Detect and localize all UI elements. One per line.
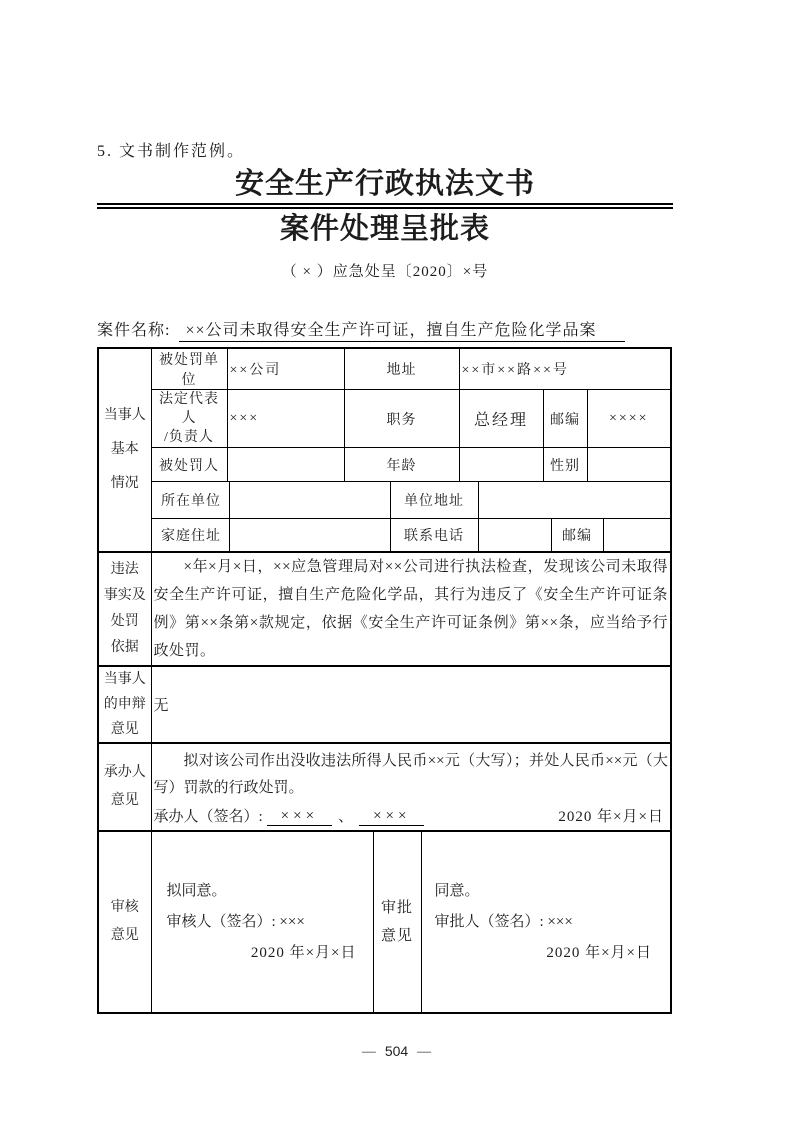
footer-left-dash: —	[361, 1043, 376, 1059]
legal-rep-value: ×××	[227, 390, 344, 448]
punished-unit-value: ××公司	[227, 348, 344, 390]
approval-content-area	[422, 832, 669, 1012]
undertaker-content: 拟对该公司作出没收违法所得人民币××元（大写）；并处人民币××元（大写）罚款的行政处罚。	[153, 753, 668, 797]
work-unit-row	[151, 482, 671, 519]
case-name-value: ××公司未取得安全生产许可证，擅自生产危险化学品案	[179, 322, 624, 342]
punished-person-value	[227, 448, 344, 482]
address-value: ××市××路××号	[459, 348, 671, 390]
party-label-line: 当事人	[103, 408, 146, 424]
signer-separator: 、	[338, 809, 354, 826]
approval-content: 同意。	[434, 882, 480, 899]
approval-section-label	[374, 832, 422, 1012]
undertaker-label-line: 意见	[110, 793, 139, 809]
home-address-row-inner	[154, 519, 669, 551]
gender-label: 性别	[543, 448, 587, 482]
violation-content: ×年×月×日，××应急管理局对××公司进行执法检查，发现该公司未取得安全生产许可证，擅自生产危险化学品，其行为违反了《安全生产许可证条例》第××条第×款规定，依据《安全生产许可证条例》第××条，应当给予行政处罚。	[153, 559, 668, 660]
postcode-value: ××××	[587, 390, 671, 448]
undertaker-content-cell	[151, 743, 671, 831]
party-label-line: 基本	[110, 442, 139, 458]
title-double-rule	[97, 203, 673, 209]
violation-label-line: 违法	[110, 562, 139, 578]
party-info-section-label	[98, 348, 151, 552]
violation-label-line: 处罚	[110, 614, 139, 630]
defense-content: 无	[151, 666, 671, 743]
document-number: （ × ）应急处呈〔2020〕×号	[281, 264, 489, 281]
defense-section-label	[98, 666, 151, 743]
undertaker-date: 2020 年×月×日	[558, 809, 664, 826]
party-label-line: 情况	[110, 476, 139, 492]
table-row	[98, 743, 671, 831]
approval-date: 2020 年×月×日	[546, 944, 652, 961]
table-row	[98, 390, 671, 448]
work-unit-value	[230, 482, 391, 518]
review-label-line: 意见	[110, 928, 139, 944]
punished-person-label: 被处罚人	[151, 448, 227, 482]
footer-page-number: 504	[384, 1043, 409, 1059]
violation-label-line: 事实及	[103, 588, 146, 604]
phone-value	[479, 519, 552, 551]
review-approval-cell	[151, 831, 671, 1013]
table-row	[98, 348, 671, 390]
work-unit-row-inner	[154, 482, 669, 518]
undertaker-sign-line	[154, 805, 669, 826]
defense-label-line: 当事人	[103, 672, 146, 688]
violation-content-cell	[151, 552, 671, 666]
case-name-label: 案件名称:	[97, 322, 171, 340]
case-name-line	[97, 317, 673, 340]
defense-label-line: 意见	[110, 722, 139, 738]
document-subtitle: 案件处理呈批表	[279, 212, 490, 245]
age-value	[459, 448, 543, 482]
approval-sign-line: 审批人（签名）: ×××	[434, 913, 573, 930]
postcode2-value	[604, 519, 669, 551]
legal-rep-label-line2: /负责人	[164, 430, 214, 446]
review-label-line: 审核	[110, 900, 139, 916]
review-sign-line: 审核人（签名）: ×××	[166, 913, 305, 930]
case-approval-table	[97, 347, 672, 1014]
review-content-area	[154, 832, 374, 1012]
undertaker-sign-label: 承办人（签名）:	[153, 809, 263, 826]
unit-address-label: 单位地址	[391, 482, 479, 518]
undertaker-section-label	[98, 743, 151, 831]
work-unit-label: 所在单位	[154, 482, 230, 518]
postcode2-label: 邮编	[552, 519, 604, 551]
table-row	[98, 448, 671, 482]
document-title: 安全生产行政执法文书	[234, 168, 535, 200]
position-value: 总经理	[459, 390, 543, 448]
undertaker-signer1: ×××	[267, 808, 332, 826]
section-heading: 5. 文书制作范例。	[97, 143, 246, 160]
phone-label: 联系电话	[391, 519, 479, 551]
table-row	[98, 482, 671, 519]
legal-rep-label	[151, 390, 227, 448]
approval-label-line: 审批	[380, 900, 413, 917]
violation-section-label	[98, 552, 151, 666]
table-row	[98, 552, 671, 666]
home-address-value	[230, 519, 391, 551]
table-row	[98, 666, 671, 743]
age-label: 年龄	[344, 448, 459, 482]
legal-rep-label-line1: 法定代表人	[159, 392, 219, 427]
gender-value	[587, 448, 671, 482]
position-label: 职务	[344, 390, 459, 448]
unit-address-value	[479, 482, 669, 518]
table-row	[98, 519, 671, 553]
review-date: 2020 年×月×日	[250, 944, 357, 961]
punished-unit-label: 被处罚单位	[151, 348, 227, 390]
footer-right-dash: —	[417, 1043, 432, 1059]
undertaker-label-line: 承办人	[103, 765, 146, 781]
undertaker-signer2: ×××	[359, 808, 424, 826]
page-footer	[0, 1043, 793, 1059]
document-content	[97, 138, 673, 1014]
home-address-row	[151, 519, 671, 553]
review-content: 拟同意。	[166, 882, 227, 899]
table-row	[98, 831, 671, 1013]
address-label: 地址	[344, 348, 459, 390]
postcode-label: 邮编	[543, 390, 587, 448]
defense-label-line: 的申辩	[103, 697, 146, 713]
approval-label-line: 意见	[380, 928, 413, 945]
home-address-label: 家庭住址	[154, 519, 230, 551]
violation-label-line: 依据	[110, 640, 139, 656]
review-approval-row	[154, 832, 669, 1012]
review-section-label	[98, 831, 151, 1013]
